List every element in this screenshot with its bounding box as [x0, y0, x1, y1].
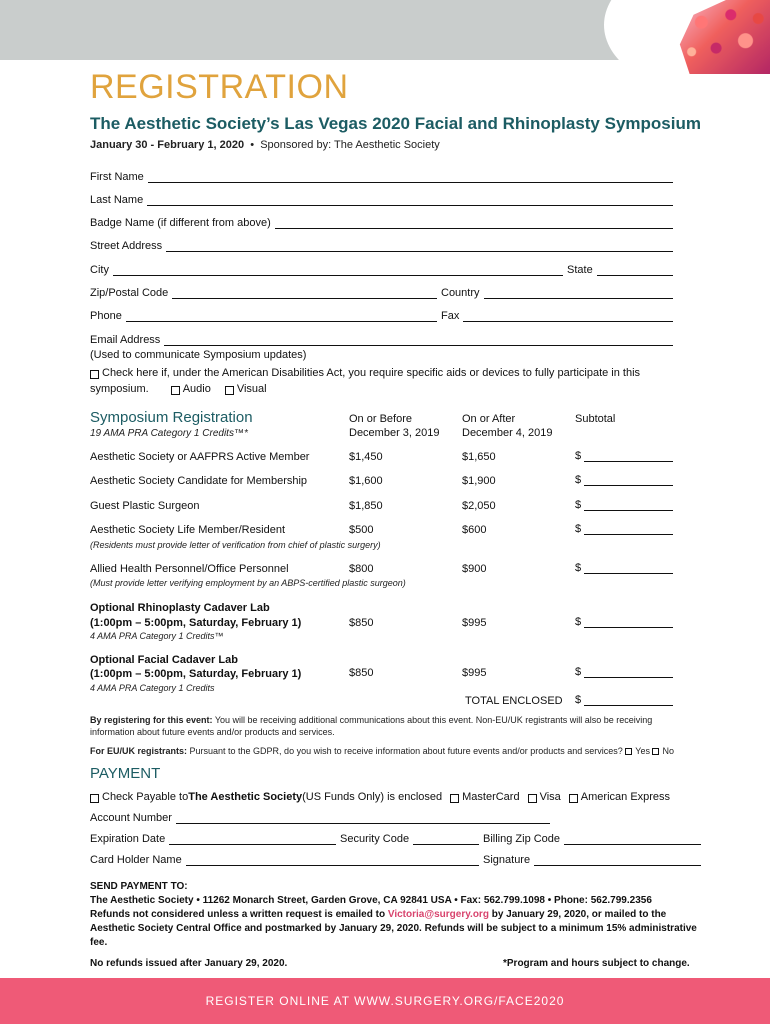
registration-notice-text: You will be receiving additional communications about this event. Non-EU/UK registrants will also be receiving information about future events and/or products and services. — [90, 715, 653, 737]
account-number-label: Account Number — [90, 812, 172, 824]
col-on-or-after — [462, 412, 553, 440]
subtotal-field[interactable] — [575, 562, 673, 574]
subtotal-input[interactable] — [584, 452, 673, 462]
subtotal-field[interactable] — [575, 450, 673, 462]
audio-label: Audio — [182, 383, 211, 395]
email-label: Email Address — [90, 334, 161, 346]
billing-zip-field[interactable] — [483, 833, 701, 845]
gdpr-yes-label: Yes — [635, 746, 650, 756]
visa-checkbox[interactable] — [528, 794, 537, 803]
table-row-label: Guest Plastic Surgeon — [90, 500, 200, 512]
subtotal-input[interactable] — [584, 501, 673, 511]
email-input[interactable] — [164, 336, 673, 346]
ada-text: Check here if, under the American Disabilities Act, you require specific aids or devices to fully participate in this — [102, 367, 641, 379]
amex-label: American Express — [580, 791, 671, 803]
check-label-pre: Check Payable to — [102, 791, 189, 803]
price-before: $1,450 — [349, 451, 383, 463]
table-row-label-time: (1:00pm – 5:00pm, Saturday, February 1) — [90, 617, 302, 629]
table-row-label: Aesthetic Society Life Member/Resident — [90, 524, 286, 536]
price-before: $1,850 — [349, 500, 383, 512]
total-label: TOTAL ENCLOSED — [465, 695, 563, 707]
street-field[interactable] — [90, 240, 673, 252]
symposium-credits: 19 AMA PRA Category 1 Credits™* — [90, 428, 248, 439]
zip-input[interactable] — [172, 289, 437, 299]
price-before: $800 — [349, 563, 374, 575]
price-after: $900 — [462, 563, 487, 575]
dollar-sign: $ — [575, 474, 582, 486]
table-row-label: Optional Rhinoplasty Cadaver Lab — [90, 602, 270, 614]
refund-text-post: by January 29, 2020, or mailed to the Aesthetic Society Central Office and postmarked by January 29, 2020. Refunds will be subject to a minimum 15% administrative fee. — [90, 909, 697, 948]
audio-checkbox[interactable] — [171, 386, 180, 395]
row-note: (Residents must provide letter of verification from chief of plastic surgery) — [90, 540, 381, 550]
security-code-input[interactable] — [413, 835, 479, 845]
price-before: $850 — [349, 617, 374, 629]
subtotal-input[interactable] — [584, 668, 673, 678]
first-name-label: First Name — [90, 171, 144, 183]
price-before: $1,600 — [349, 475, 383, 487]
city-field[interactable] — [90, 264, 563, 276]
country-input[interactable] — [484, 289, 673, 299]
subtotal-field[interactable] — [575, 666, 673, 678]
col-after-line1: On or After — [462, 413, 516, 425]
security-code-label: Security Code — [340, 833, 410, 845]
table-row-label: Aesthetic Society or AAFPRS Active Member — [90, 451, 310, 463]
price-after: $1,900 — [462, 475, 496, 487]
gdpr-no-label: No — [662, 746, 674, 756]
row-note: (Must provide letter verifying employment by an ABPS-certified plastic surgeon) — [90, 578, 406, 588]
send-payment-heading: SEND PAYMENT TO: — [90, 881, 188, 892]
col-after-line2: December 4, 2019 — [462, 427, 553, 439]
signature-field[interactable] — [483, 854, 701, 866]
refund-text-pre: Refunds not considered unless a written request is emailed to — [90, 909, 388, 920]
visual-checkbox[interactable] — [225, 386, 234, 395]
col-on-or-before — [349, 412, 440, 440]
phone-field[interactable] — [90, 310, 437, 322]
subtotal-input[interactable] — [584, 564, 673, 574]
first-name-field[interactable] — [90, 171, 673, 183]
table-row-label: Allied Health Personnel/Office Personnel — [90, 563, 289, 575]
account-number-input[interactable] — [176, 814, 550, 824]
event-dates — [90, 139, 440, 151]
dollar-sign: $ — [575, 523, 582, 535]
city-input[interactable] — [113, 266, 563, 276]
country-field[interactable] — [441, 287, 673, 299]
fax-field[interactable] — [441, 310, 673, 322]
event-title: The Aesthetic Society’s Las Vegas 2020 Facial and Rhinoplasty Symposium — [90, 114, 701, 133]
expiration-field[interactable] — [90, 833, 336, 845]
state-label: State — [567, 264, 593, 276]
program-note: *Program and hours subject to change. — [503, 958, 690, 969]
city-label: City — [90, 264, 109, 276]
footer-banner — [0, 978, 770, 1024]
col-subtotal: Subtotal — [575, 413, 616, 425]
subtotal-field[interactable] — [575, 523, 673, 535]
state-field[interactable] — [567, 264, 673, 276]
email-note: (Used to communicate Symposium updates) — [90, 349, 307, 361]
total-input[interactable] — [584, 696, 673, 706]
price-after: $2,050 — [462, 500, 496, 512]
signature-label: Signature — [483, 854, 531, 866]
badge-name-input[interactable] — [275, 219, 673, 229]
last-name-input[interactable] — [147, 196, 673, 206]
price-before: $850 — [349, 667, 374, 679]
check-label-post: (US Funds Only) is enclosed — [302, 791, 443, 803]
table-row-label: Aesthetic Society Candidate for Membership — [90, 475, 308, 487]
account-number-field[interactable] — [90, 812, 550, 824]
card-holder-input[interactable] — [186, 856, 479, 866]
check-label-bold: The Aesthetic Society — [188, 791, 303, 803]
price-after: $600 — [462, 524, 487, 536]
col-before-line1: On or Before — [349, 413, 412, 425]
visual-label: Visual — [236, 383, 267, 395]
subtotal-input[interactable] — [584, 476, 673, 486]
registration-notice — [90, 714, 690, 738]
gdpr-notice-text: Pursuant to the GDPR, do you wish to receive information about future events and/or products and services? — [187, 746, 623, 756]
signature-input[interactable] — [534, 856, 701, 866]
subtotal-field[interactable] — [575, 499, 673, 511]
email-field[interactable] — [90, 334, 673, 346]
price-after: $1,650 — [462, 451, 496, 463]
registration-notice-bold: By registering for this event: — [90, 715, 213, 725]
refund-policy — [90, 908, 700, 950]
street-input[interactable] — [166, 242, 673, 252]
ada-row-2 — [90, 383, 267, 395]
payment-heading: PAYMENT — [90, 765, 161, 782]
expiration-input[interactable] — [169, 835, 336, 845]
amex-checkbox[interactable] — [569, 794, 578, 803]
no-refunds-note: No refunds issued after January 29, 2020. — [90, 958, 288, 969]
first-name-input[interactable] — [148, 173, 673, 183]
symposium-heading: Symposium Registration — [90, 409, 253, 426]
dollar-sign: $ — [575, 499, 582, 511]
card-holder-label: Card Holder Name — [90, 854, 182, 866]
register-online-link[interactable]: REGISTER ONLINE AT WWW.SURGERY.ORG/FACE2020 — [205, 994, 565, 1008]
fax-input[interactable] — [463, 312, 673, 322]
dollar-sign: $ — [575, 450, 582, 462]
total-field[interactable] — [575, 694, 673, 706]
ada-checkbox[interactable] — [90, 370, 99, 379]
subtotal-field[interactable] — [575, 616, 673, 628]
badge-name-label: Badge Name (if different from above) — [90, 217, 271, 229]
mastercard-label: MasterCard — [462, 791, 520, 803]
street-label: Street Address — [90, 240, 163, 252]
check-checkbox[interactable] — [90, 794, 99, 803]
billing-zip-label: Billing Zip Code — [483, 833, 561, 845]
subtotal-input[interactable] — [584, 525, 673, 535]
last-name-field[interactable] — [90, 194, 673, 206]
state-input[interactable] — [597, 266, 673, 276]
dollar-sign: $ — [575, 694, 582, 706]
phone-input[interactable] — [126, 312, 437, 322]
price-after: $995 — [462, 617, 487, 629]
dollar-sign: $ — [575, 616, 582, 628]
refund-email-link[interactable]: Victoria@surgery.org — [387, 909, 489, 920]
sponsor-text: Sponsored by: The Aesthetic Society — [260, 139, 440, 151]
mastercard-checkbox[interactable] — [450, 794, 459, 803]
date-range: January 30 - February 1, 2020 — [90, 139, 245, 151]
ada-text-2: symposium. — [90, 383, 149, 395]
gdpr-notice — [90, 745, 710, 757]
dollar-sign: $ — [575, 666, 582, 678]
page-title: REGISTRATION — [90, 68, 349, 106]
phone-label: Phone — [90, 310, 122, 322]
last-name-label: Last Name — [90, 194, 144, 206]
row-note: 4 AMA PRA Category 1 Credits™ — [90, 631, 224, 641]
gdpr-notice-bold: For EU/UK registrants: — [90, 746, 188, 756]
fax-label: Fax — [441, 310, 460, 322]
gdpr-no-checkbox[interactable] — [652, 748, 659, 755]
security-code-field[interactable] — [340, 833, 479, 845]
price-after: $995 — [462, 667, 487, 679]
bullet: • — [250, 139, 255, 151]
table-row-label: Optional Facial Cadaver Lab — [90, 654, 238, 666]
zip-label: Zip/Postal Code — [90, 287, 169, 299]
col-before-line2: December 3, 2019 — [349, 427, 440, 439]
ada-row — [90, 367, 640, 379]
table-row-label-time: (1:00pm – 5:00pm, Saturday, February 1) — [90, 668, 302, 680]
dollar-sign: $ — [575, 562, 582, 574]
zip-field[interactable] — [90, 287, 437, 299]
billing-zip-input[interactable] — [564, 835, 701, 845]
payment-method-row — [90, 791, 670, 803]
price-before: $500 — [349, 524, 374, 536]
card-holder-field[interactable] — [90, 854, 479, 866]
expiration-label: Expiration Date — [90, 833, 166, 845]
row-note: 4 AMA PRA Category 1 Credits — [90, 683, 215, 693]
country-label: Country — [441, 287, 480, 299]
send-payment-address: The Aesthetic Society • 11262 Monarch Street, Garden Grove, CA 92841 USA • Fax: 562.799.1098 • Phone: 562.799.2356 — [90, 895, 652, 906]
visa-label: Visa — [539, 791, 561, 803]
badge-name-field[interactable] — [90, 217, 673, 229]
subtotal-input[interactable] — [584, 618, 673, 628]
subtotal-field[interactable] — [575, 474, 673, 486]
gdpr-yes-checkbox[interactable] — [625, 748, 632, 755]
send-payment-block — [90, 880, 700, 950]
